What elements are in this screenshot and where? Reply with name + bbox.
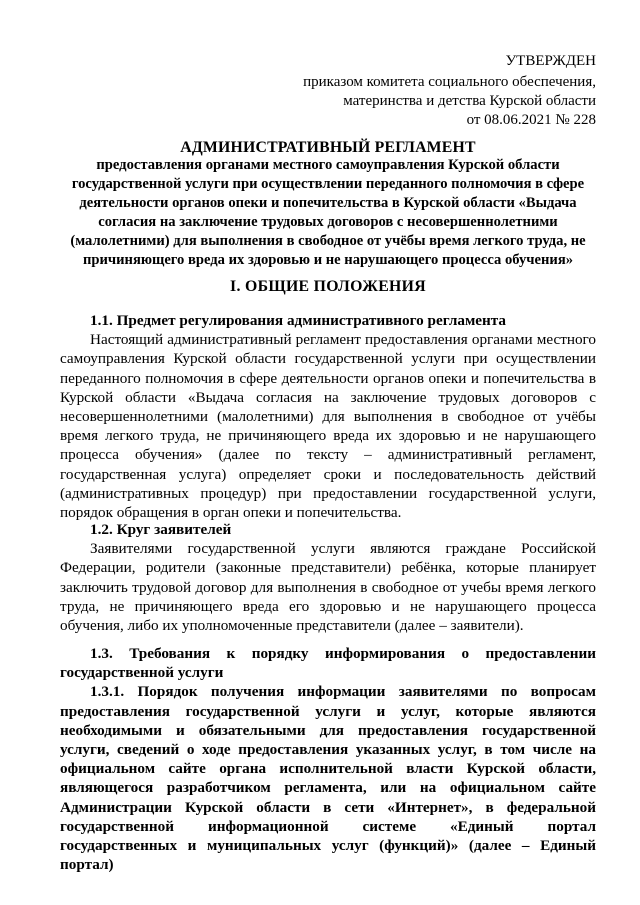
section-1-1: [60, 311, 596, 522]
document-title: АДМИНИСТРАТИВНЫЙ РЕГЛАМЕНТ: [180, 139, 476, 156]
document-subtitle: предоставления органами местного самоуправления Курской области государственной услуги при осуществлении переданного полномочия в сфере деятельности органов опеки и попечительства в Курской области «Выдача согласия на заключение трудовых договоров с несовершеннолетними (малолетними) для выполнения в свободное от учёбы время легкого труда, не причиняющего вреда их здоровью и не нарушающего процесса обучения»: [70, 157, 586, 269]
section-1-2-text: Заявителями государственной услуги являются граждане Российской Федерации, родители (законные представители) ребёнка, которые планирует заключить трудовой договор для выполнения в свободное от учебы время легкого труда, не причиняющего вреда его здоровью и не нарушающего процесса обучения, либо их уполномоченные представители (далее – заявители).: [60, 540, 596, 635]
section-1-3-1-text: 1.3.1. Порядок получения информации заявителями по вопросам предоставления государственной услуги и услуг, которые являются необходимыми и обязательными для предоставления государственной услуги, сведений о ходе предоставления указанных услуг, в том числе на официальном сайте органа исполнительной власти Курской области, являющегося разработчиком регламента, или на официальном сайте Администрации Курской области в сети «Интернет», в федеральной государственной информационной системе «Единый портал государственных и муниципальных услуг (функций)» (далее – Единый портал): [60, 683, 596, 874]
section-1-1-heading: 1.1. Предмет регулирования административного регламента: [90, 312, 507, 329]
approval-line-date: от 08.06.2021 № 228: [466, 112, 596, 128]
section-1-3: [60, 644, 596, 874]
section-1-2-heading: 1.2. Круг заявителей: [90, 521, 232, 538]
section-title: I. ОБЩИЕ ПОЛОЖЕНИЯ: [230, 278, 426, 295]
section-1-2: [60, 520, 596, 635]
approval-line-committee: материнства и детства Курской области: [343, 93, 596, 109]
approval-stamp: [303, 52, 596, 130]
section-1-1-text: Настоящий административный регламент предоставления органами местного самоуправления Курской области государственной услуги при осуществлении переданного полномочия в сфере деятельности органов опеки и попечительства в Курской области «Выдача согласия на заключение трудовых договоров с несовершеннолетними (малолетними) для выполнения в свободное от учёбы время легкого труда, не причиняющего вреда их здоровью и не нарушающего процесса обучения» (далее по тексту – административный регламент, государственная услуга) определяет сроки и последовательность действий (административных процедур) при предоставлении государственной услуги, порядок обращения в орган опеки и попечительства.: [60, 331, 596, 522]
approval-line-order: приказом комитета социального обеспечения,: [303, 74, 596, 90]
approval-heading: УТВЕРЖДЕН: [505, 53, 596, 69]
section-1-3-heading: 1.3. Требования к порядку информирования о предоставлении государственной услуги: [60, 645, 596, 682]
